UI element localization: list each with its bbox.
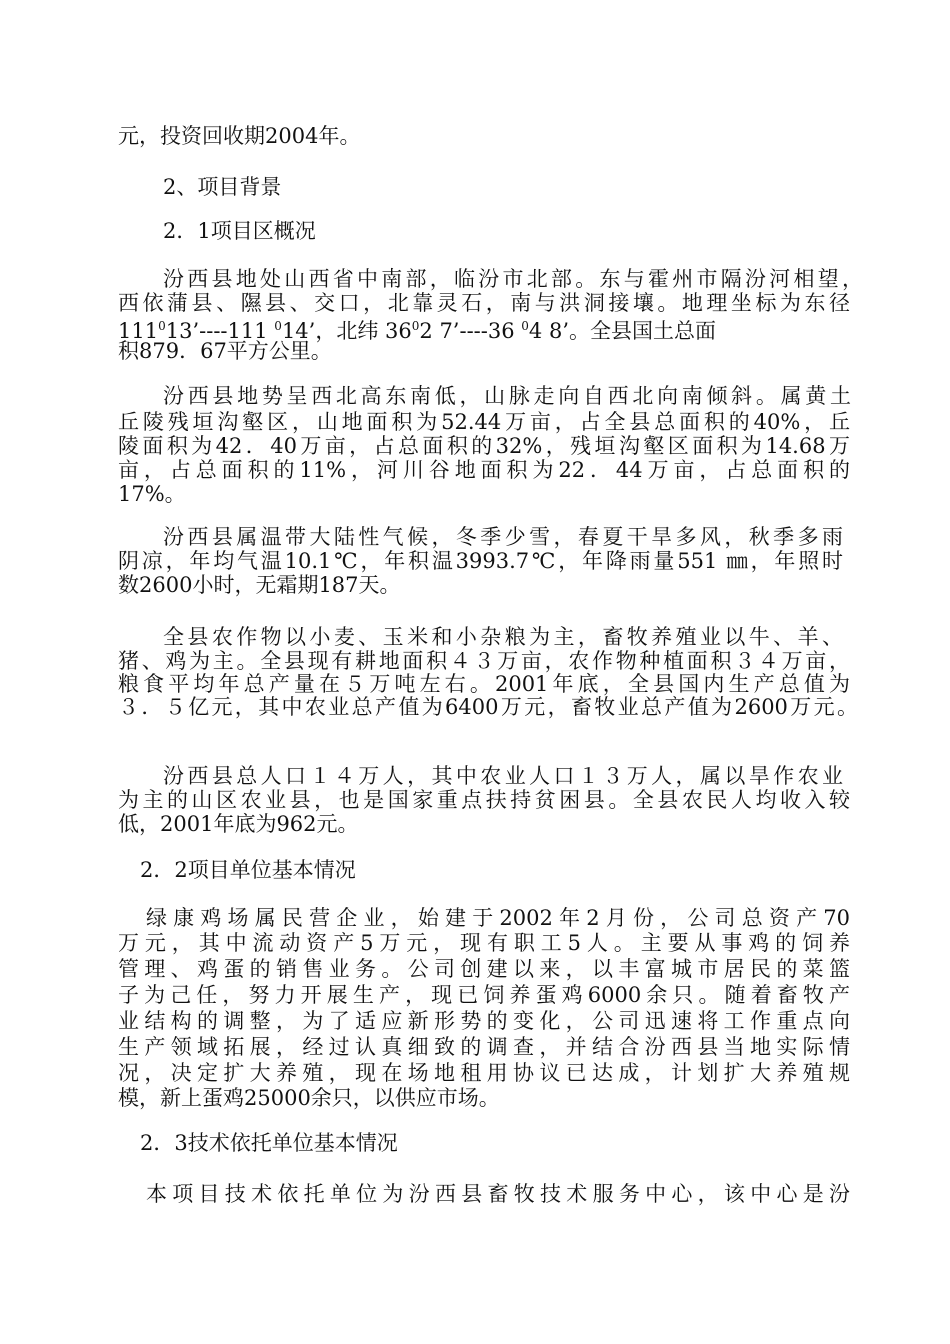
text-line: 粮食平均年总产量在５万吨左右。2001年底，全县国内生产总值为: [118, 672, 850, 696]
coord-text: 13’----111: [165, 319, 268, 343]
text-line: 况，决定扩大养殖，现在场地租用协议已达成，计划扩大养殖规: [118, 1061, 850, 1085]
text-line: 数2600小时，无霜期187天。: [118, 573, 401, 597]
subsection-heading: 2．3技术依托单位基本情况: [140, 1131, 398, 1155]
text-line: 亩，占总面积的11%，河川谷地面积为22．44万亩，占总面积的: [118, 458, 850, 482]
text-line: 汾西县属温带大陆性气候，冬季少雪，春夏干旱多风，秋季多雨: [163, 525, 843, 549]
text-line: 猪、鸡为主。全县现有耕地面积４３万亩，农作物种植面积３４万亩，: [118, 649, 850, 673]
coord-text: 0: [411, 319, 420, 333]
text-line: 为主的山区农业县，也是国家重点扶持贫困县。全县农民人均收入较: [118, 788, 850, 812]
section-heading: 2、项目背景: [163, 175, 282, 199]
text-line: 万元，其中流动资产5万元，现有职工5人。主要从事鸡的饲养: [118, 931, 850, 955]
text-line: 生产领域拓展，经过认真细致的调查，并结合汾西县当地实际情: [118, 1035, 850, 1059]
text-line: 低，2001年底为962元。: [118, 812, 359, 836]
text-line: 17%。: [118, 482, 186, 506]
subsection-heading: 2．1项目区概况: [163, 219, 316, 243]
text-line: 本项目技术依托单位为汾西县畜牧技术服务中心，该中心是汾: [146, 1182, 850, 1206]
text-line: 元，投资回收期2004年。: [118, 124, 361, 148]
coord-text: 14’: [281, 319, 316, 343]
text-line: 管理、鸡蛋的销售业务。公司创建以来，以丰富城市居民的菜篮: [118, 957, 850, 981]
text-line: 汾西县地处山西省中南部，临汾市北部。东与霍州市隔汾河相望，: [163, 267, 863, 291]
text-line: 积879．67平方公里。: [118, 339, 332, 363]
text-line: 西依蒲县、隰县、交口，北靠灵石，南与洪洞接壤。地理坐标为东径: [118, 291, 850, 315]
text-line: ３．５亿元，其中农业总产值为6400万元，畜牧业总产值为2600万元。: [118, 695, 858, 719]
coord-text: 0: [274, 319, 282, 333]
text-line: 陵面积为42．40万亩，占总面积的32%，残垣沟壑区面积为14.68万: [118, 434, 850, 458]
text-line: 绿康鸡场属民营企业，始建于2002年2月份，公司总资产70: [146, 906, 850, 930]
text-line: 业结构的调整，为了适应新形势的变化，公司迅速将工作重点向: [118, 1009, 850, 1033]
text-fragment: 。全县国土总面: [569, 319, 716, 343]
text-line: 汾西县地势呈西北高东南低，山脉走向自西北向南倾斜。属黄土: [163, 384, 851, 408]
text-line: 子为己任，努力开展生产，现已饲养蛋鸡6000余只。随着畜牧产: [118, 983, 850, 1007]
text-line: 全县农作物以小麦、玉米和小杂粮为主，畜牧养殖业以牛、羊、: [163, 625, 843, 649]
text-line: 丘陵残垣沟壑区，山地面积为52.44万亩，占全县总面积的40%，丘: [118, 410, 850, 434]
coord-text: 0: [158, 319, 166, 333]
subsection-heading: 2．2项目单位基本情况: [140, 858, 356, 882]
coord-text: 111: [118, 319, 159, 343]
text-fragment: ，北纬: [315, 319, 379, 343]
text-line: 汾西县总人口１４万人，其中农业人口１３万人，属以旱作农业: [163, 764, 843, 788]
text-line: 模，新上蛋鸡25000余只，以供应市场。: [118, 1086, 500, 1110]
text-line: 阴凉，年均气温10.1℃，年积温3993.7℃，年降雨量551 ㎜，年照时: [118, 549, 843, 573]
coord-text: 36: [385, 319, 412, 343]
coord-text: 0: [521, 319, 529, 333]
coord-text: 4 8’: [528, 319, 569, 343]
coord-text: 2 7’----36: [419, 319, 515, 343]
